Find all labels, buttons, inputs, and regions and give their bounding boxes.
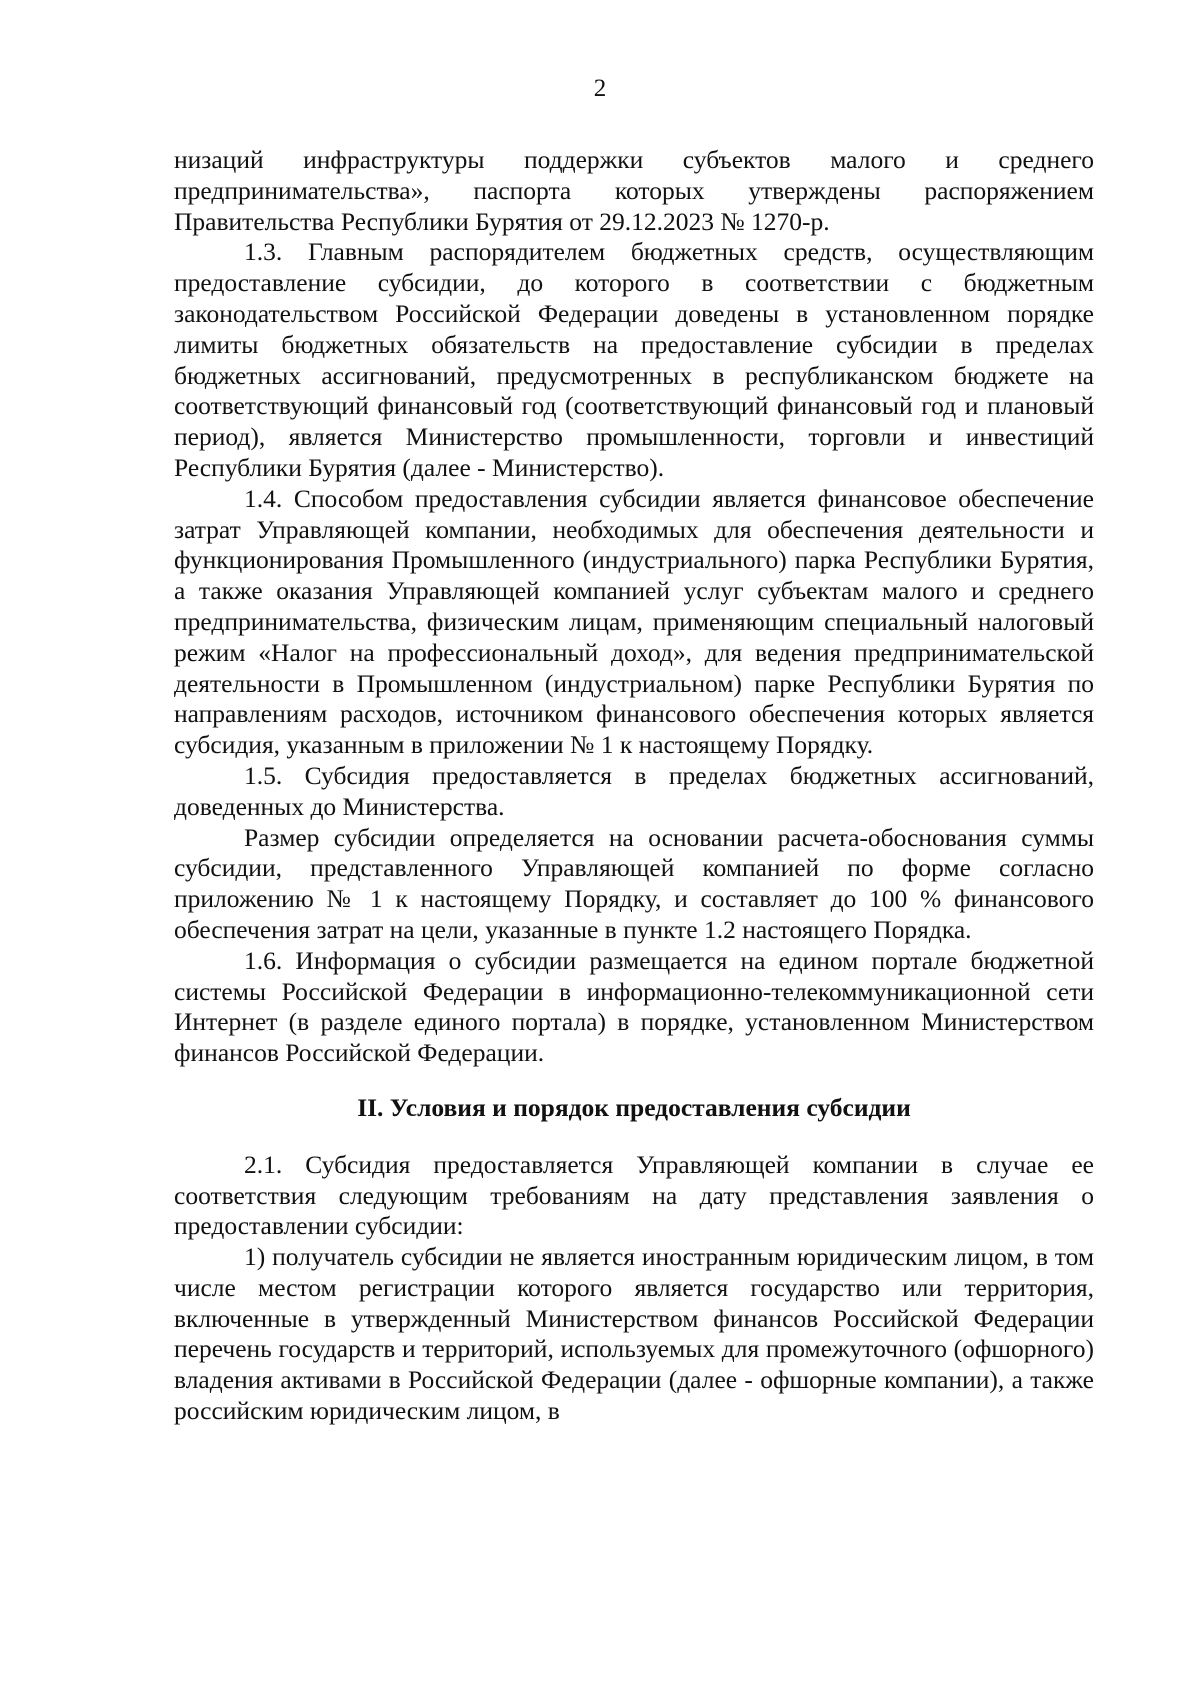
- paragraph-1-4: 1.4. Способом предоставления субсидии является финансовое обеспечение затрат Управляющей компании, необходимых для обеспечения деятельности и функционирования Промышленного (индустриального) парка Республики Бурятия, а также оказания Управляющей компанией услуг субъектам малого и среднего предпринимательства, физическим лицам, применяющим специальный налоговый режим «Налог на профессиональный доход», для ведения предпринимательской деятельности в Промышленном (индустриальном) парке Республики Бурятия по направлениям расходов, источником финансового обеспечения которых является субсидия, указанным в приложении № 1 к настоящему Порядку.: [174, 483, 1094, 760]
- paragraph-1-5: 1.5. Субсидия предоставляется в пределах бюджетных ассигнований, доведенных до Министерства.: [174, 760, 1094, 821]
- page-number: 2: [593, 75, 607, 102]
- paragraph-1-6: 1.6. Информация о субсидии размещается на едином портале бюджетной системы Российской Федерации в информационно-телекоммуникационной сети Интернет (в разделе единого портала) в порядке, установленном Министерством финансов Российской Федерации.: [174, 945, 1094, 1068]
- paragraph-1-3: 1.3. Главным распорядителем бюджетных средств, осуществляющим предоставление субсидии, до которого в соответствии с бюджетным законодательством Российской Федерации доведены в установленном порядке лимиты бюджетных обязательств на предоставление субсидии в пределах бюджетных ассигнований, предусмотренных в республиканском бюджете на соответствующий финансовый год (соответствующий финансовый год и плановый период), является Министерство промышленности, торговли и инвестиций Республики Бурятия (далее - Министерство).: [174, 237, 1094, 482]
- paragraph-continuation: низаций инфраструктуры поддержки субъектов малого и среднего предпринимательства», паспорта которых утверждены распоряжением Правительства Республики Бурятия от 29.12.2023 № 1270-р.: [174, 145, 1094, 236]
- document-body: [174, 145, 1094, 1427]
- section-heading: II. Условия и порядок предоставления субсидии: [357, 1092, 911, 1122]
- paragraph-2-1-item-1: 1) получатель субсидии не является иностранным юридическим лицом, в том числе местом регистрации которого является государство или территория, включенные в утвержденный Министерством финансов Российской Федерации перечень государств и территорий, используемых для промежуточного (офшорного) владения активами в Российской Федерации (далее - офшорные компании), а также российским юридическим лицом, в: [174, 1242, 1094, 1426]
- paragraph-2-1: 2.1. Субсидия предоставляется Управляющей компании в случае ее соответствия следующим требованиям на дату представления заявления о предоставлении субсидии:: [174, 1149, 1094, 1241]
- paragraph-1-5-amount: Размер субсидии определяется на основании расчета-обоснования суммы субсидии, представленного Управляющей компанией по форме согласно приложению № 1 к настоящему Порядку, и составляет до 100 % финансового обеспечения затрат на цели, указанные в пункте 1.2 настоящего Порядка.: [174, 822, 1094, 944]
